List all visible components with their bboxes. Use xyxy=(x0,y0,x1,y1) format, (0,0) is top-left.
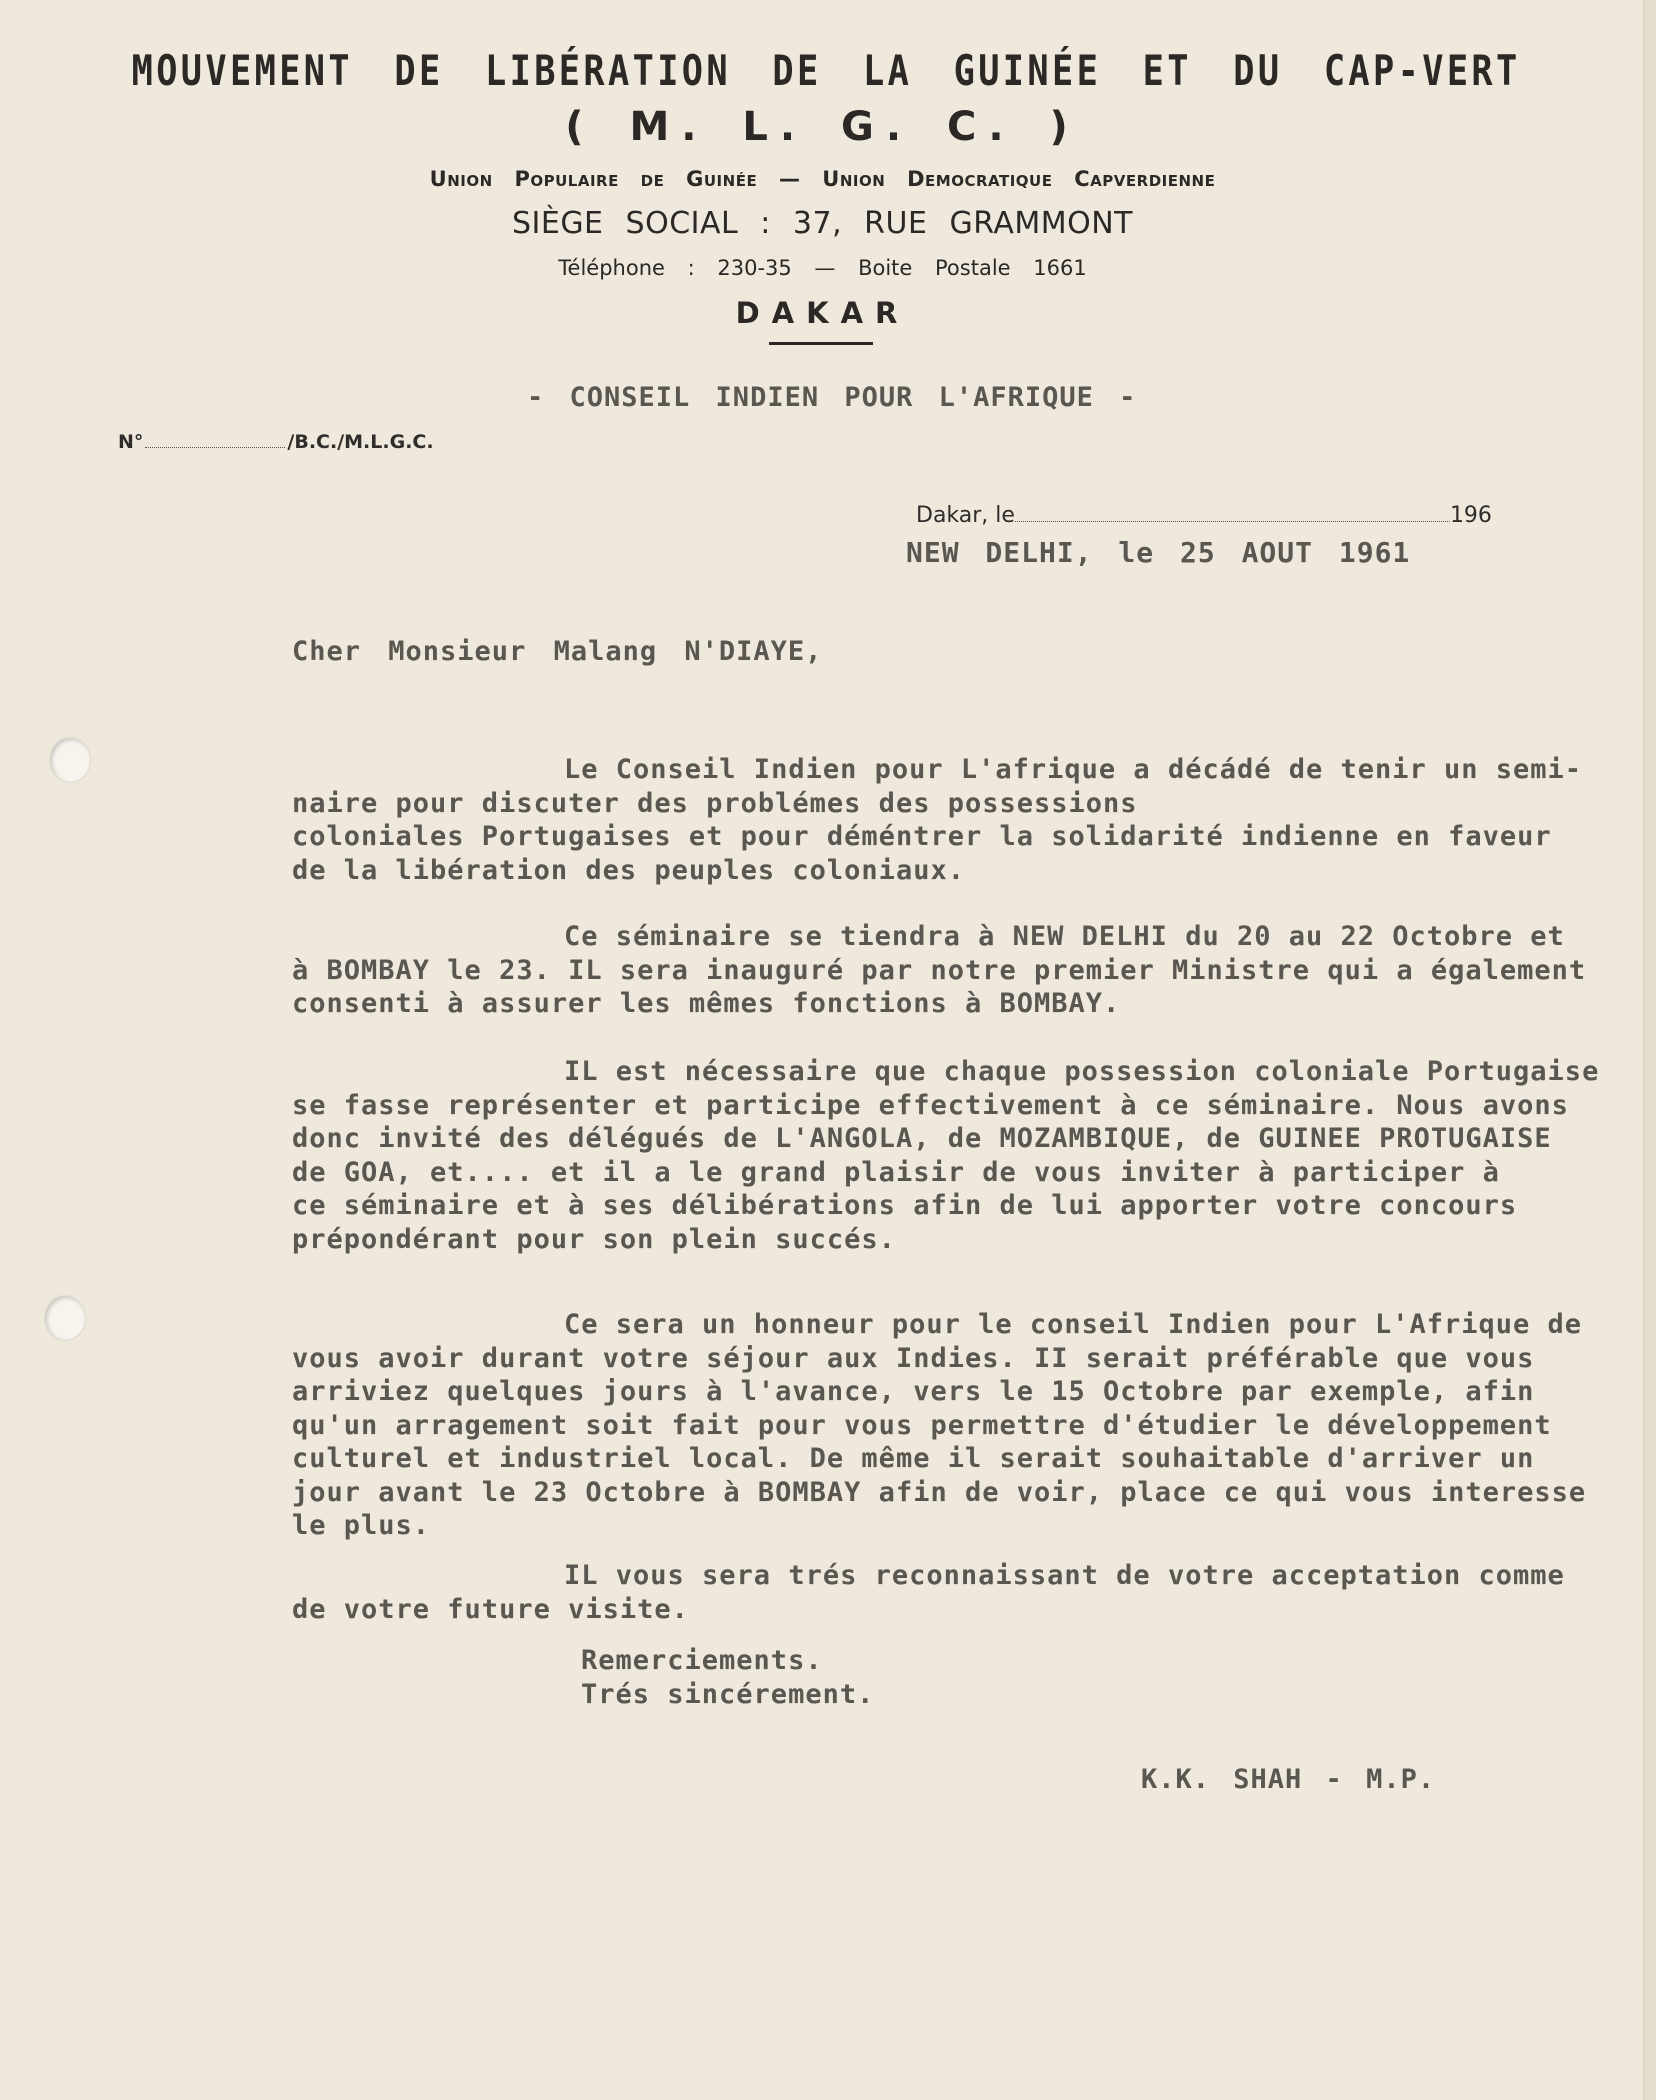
paragraph-line: Le Conseil Indien pour L'afrique a décádé de tenir un semi- xyxy=(564,754,1583,785)
reference-suffix: /B.C./M.L.G.C. xyxy=(287,431,434,453)
paragraph-line: naire pour discuter des problémes des possessions xyxy=(292,787,1138,819)
paragraph-line: vous avoir durant votre séjour aux Indies. II serait préférable que vous xyxy=(292,1342,1535,1374)
dakar-date-line xyxy=(916,503,1492,528)
letterhead-address: SIÈGE SOCIAL : 37, RUE GRAMMONT xyxy=(511,206,1134,241)
paragraph-line: de votre future visite. xyxy=(292,1593,689,1625)
reference-prefix: N° xyxy=(118,431,144,453)
paragraph-line: de la libération des peuples coloniaux. xyxy=(292,854,965,886)
paragraph-line: se fasse représenter et participe effectivement à ce séminaire. Nous avons xyxy=(292,1089,1569,1121)
paragraph-line: qu'un arragement soit fait pour vous permettre d'étudier le développement xyxy=(292,1409,1552,1441)
paragraph-line: donc invité des délégués de L'ANGOLA, de MOZAMBIQUE, de GUINEE PROTUGAISE xyxy=(292,1123,1552,1154)
paragraph-5 xyxy=(292,1559,1565,1626)
council-heading: - CONSEIL INDIEN POUR L'AFRIQUE - xyxy=(527,382,1137,413)
paragraph-line: prépondérant pour son plein succés. xyxy=(292,1223,896,1255)
letterhead-union-line: Union Populaire de Guinée — Union Democratique Capverdienne xyxy=(429,167,1216,191)
punch-hole xyxy=(45,1296,85,1340)
paragraph-line: Ce sera un honneur pour le conseil Indien pour L'Afrique de xyxy=(564,1309,1583,1340)
paragraph-line: Ce séminaire se tiendra à NEW DELHI du 20 au 22 Octobre et xyxy=(564,921,1565,952)
letterhead-city: DAKAR xyxy=(735,296,910,330)
closing xyxy=(581,1644,874,1711)
paragraph-line: à BOMBAY le 23. IL sera inauguré par notre premier Ministre qui a également xyxy=(292,954,1587,986)
closing-thanks: Remerciements. xyxy=(581,1645,823,1676)
dakar-date-suffix: 196 xyxy=(1449,503,1492,528)
paragraph-line: consenti à assurer les mêmes fonctions à BOMBAY. xyxy=(292,988,1121,1019)
paragraph-line: IL vous sera trés reconnaissant de votre acceptation comme xyxy=(564,1560,1565,1591)
paragraph-line: jour avant le 23 Octobre à BOMBAY afin de voir, place ce qui vous interesse xyxy=(292,1476,1587,1508)
letterhead-title: MOUVEMENT DE LIBÉRATION DE LA GUINÉE ET DU CAP-VERT xyxy=(131,46,1521,95)
paragraph-line: coloniales Portugaises et pour déméntrer la solidarité indienne en faveur xyxy=(292,821,1552,852)
paragraph-1 xyxy=(292,753,1582,887)
paragraph-3 xyxy=(292,1055,1599,1256)
punch-hole xyxy=(50,738,90,782)
paragraph-4 xyxy=(292,1308,1586,1543)
paragraph-line: IL est nécessaire que chaque possession coloniale Portugaise xyxy=(564,1056,1600,1087)
reference-number xyxy=(118,431,434,453)
paragraph-line: culturel et industriel local. De même il serait souhaitable d'arriver un xyxy=(292,1443,1535,1474)
paragraph-line: de GOA, et.... et il a le grand plaisir de vous inviter à participer à xyxy=(292,1156,1500,1188)
closing-sincerely: Trés sincérement. xyxy=(581,1678,875,1710)
paragraph-line: le plus. xyxy=(292,1510,431,1541)
signature: K.K. SHAH - M.P. xyxy=(1141,1764,1436,1795)
page-edge xyxy=(1645,0,1656,2100)
letterhead-abbreviation: ( M. L. G. C. ) xyxy=(565,104,1080,150)
paragraph-line: ce séminaire et à ses délibérations afin de lui apporter votre concours xyxy=(292,1190,1518,1221)
paragraph-2 xyxy=(292,920,1586,1021)
dakar-date-prefix: Dakar, le xyxy=(916,503,1015,528)
letter-date: NEW DELHI, le 25 AOUT 1961 xyxy=(906,536,1411,569)
letterhead-phone-box: Téléphone : 230-35 — Boite Postale 1661 xyxy=(558,256,1087,280)
salutation: Cher Monsieur Malang N'DIAYE, xyxy=(292,636,823,667)
paragraph-line: arriviez quelques jours à l'avance, vers le 15 Octobre par exemple, afin xyxy=(292,1376,1535,1407)
letterhead-divider xyxy=(769,342,873,345)
